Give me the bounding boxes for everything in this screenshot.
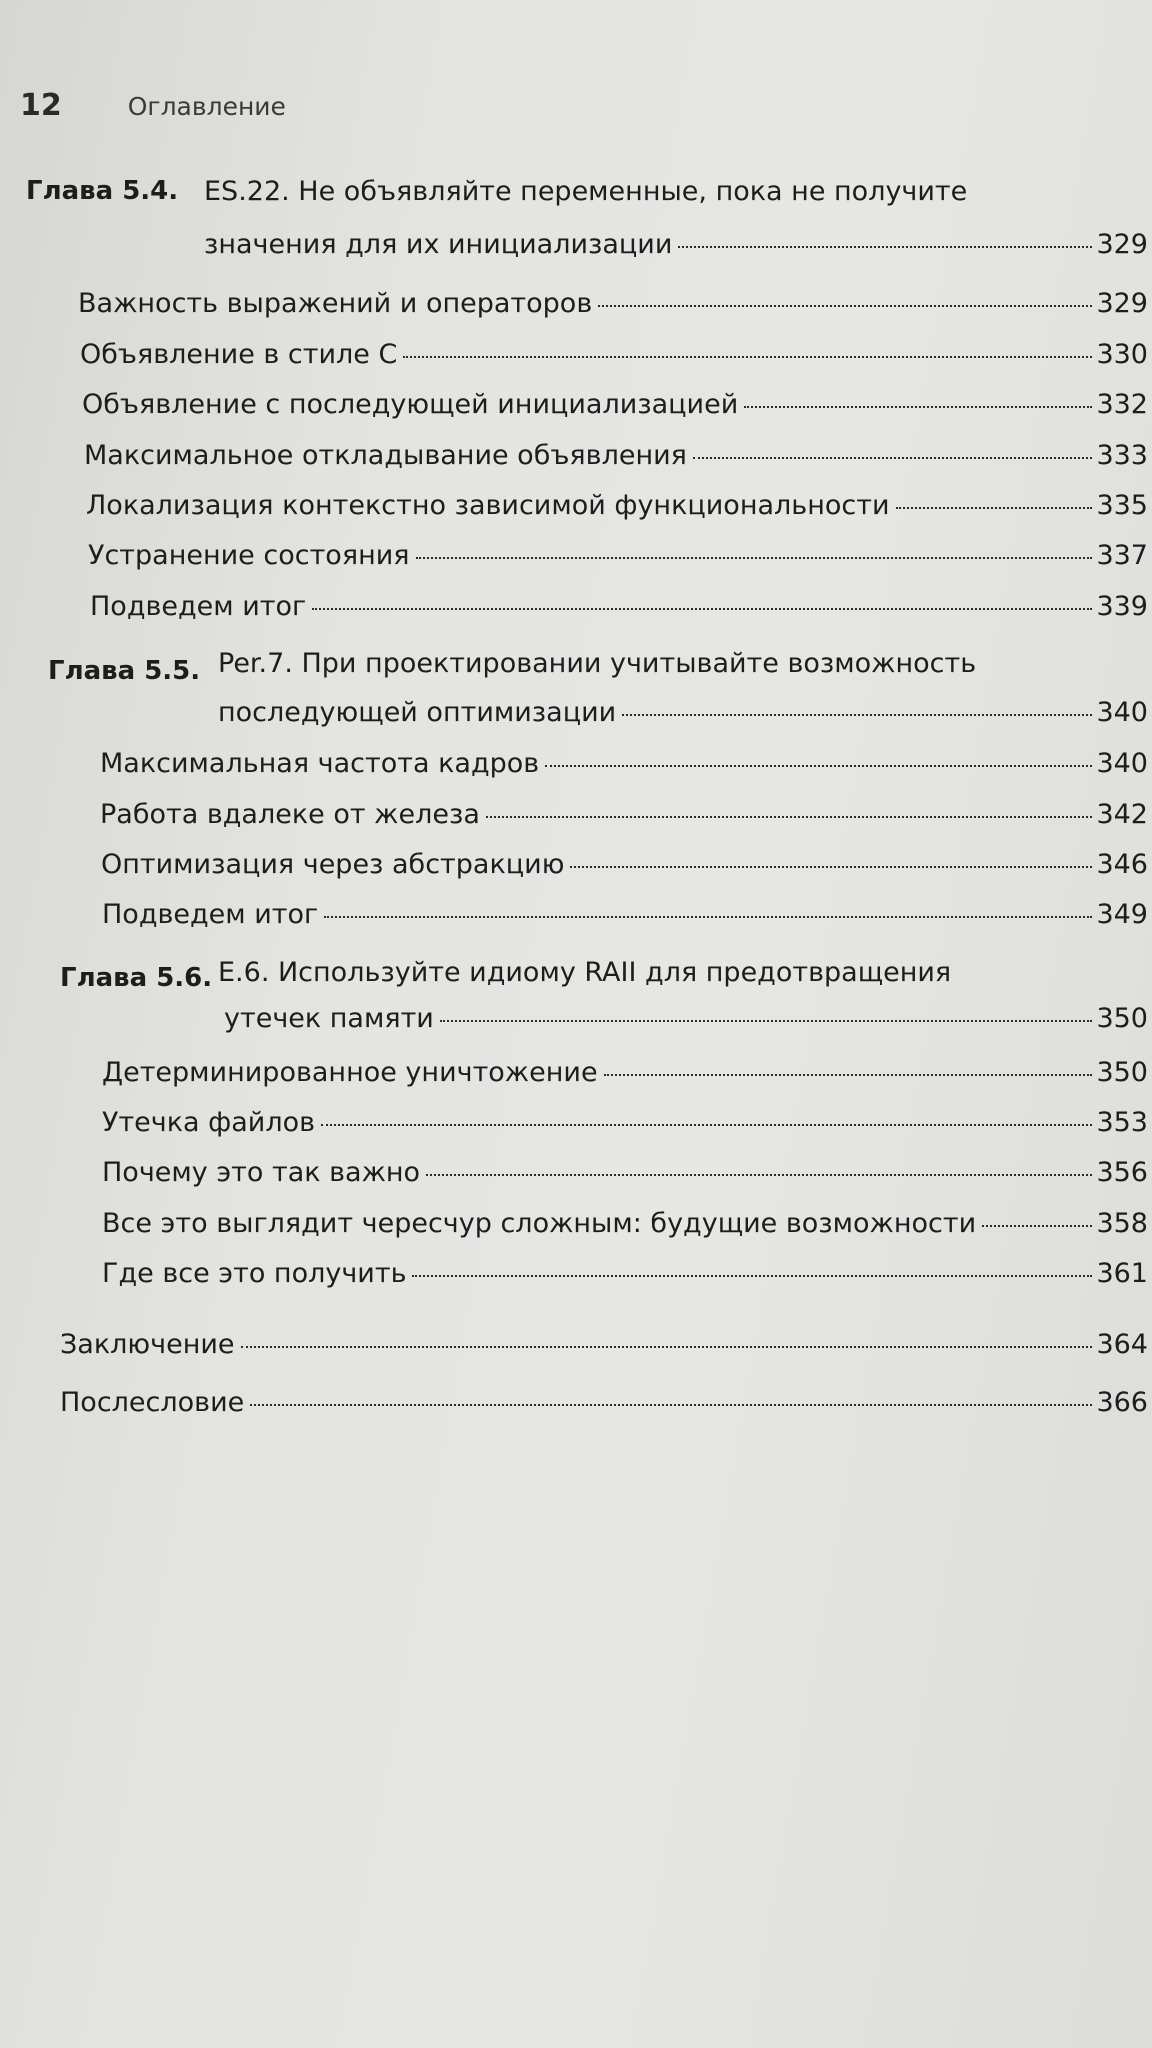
section-title: Объявление в стиле C — [80, 339, 398, 370]
toc-entry[interactable] — [78, 288, 1148, 319]
back-matter-title: Послесловие — [60, 1387, 245, 1418]
section-title: Оптимизация через абстракцию — [101, 849, 565, 880]
page-ref: 349 — [1096, 899, 1148, 930]
page-ref: 364 — [1096, 1329, 1148, 1360]
dot-leader — [403, 356, 1092, 358]
section-title: Все это выглядит чересчур сложным: будущие возможности — [102, 1208, 977, 1239]
toc-entry[interactable] — [82, 389, 1148, 420]
toc-entry[interactable] — [88, 540, 1148, 571]
section-title: Максимальная частота кадров — [100, 748, 540, 779]
dot-leader — [486, 816, 1093, 818]
page-header — [20, 88, 286, 123]
dot-leader — [598, 305, 1092, 307]
dot-leader — [570, 866, 1092, 868]
toc-entry[interactable] — [204, 229, 1148, 260]
page-ref: 361 — [1096, 1258, 1148, 1289]
page-ref: 353 — [1096, 1107, 1148, 1138]
page-ref: 329 — [1096, 288, 1148, 319]
toc-entry[interactable] — [101, 849, 1148, 880]
section-title: Максимальное откладывание объявления — [84, 440, 687, 471]
back-matter-title: Заключение — [60, 1329, 235, 1360]
page-ref: 329 — [1096, 229, 1148, 260]
chapter-title-cont: значения для их инициализации — [204, 229, 673, 260]
toc-entry[interactable] — [102, 1157, 1148, 1188]
dot-leader — [604, 1074, 1093, 1076]
section-title: Работа вдалеке от железа — [100, 799, 480, 830]
toc-entry[interactable] — [224, 1003, 1148, 1034]
page-ref: 337 — [1096, 540, 1148, 571]
page-ref: 330 — [1096, 339, 1148, 370]
section-title: Подведем итог — [90, 591, 307, 622]
page-ref: 340 — [1096, 748, 1148, 779]
dot-leader — [744, 406, 1092, 408]
section-title: Устранение состояния — [88, 540, 410, 571]
dot-leader — [982, 1225, 1092, 1227]
toc-entry[interactable] — [100, 748, 1148, 779]
chapter-label: Глава 5.4. — [26, 176, 179, 206]
dot-leader — [416, 557, 1093, 559]
page-ref: 350 — [1096, 1003, 1148, 1034]
section-title: Где все это получить — [102, 1258, 407, 1289]
page-ref: 346 — [1096, 849, 1148, 880]
toc-entry[interactable] — [86, 490, 1148, 521]
section-title: Утечка файлов — [102, 1107, 316, 1138]
page-ref: 339 — [1096, 591, 1148, 622]
page-ref: 356 — [1096, 1157, 1148, 1188]
section-title: Подведем итог — [102, 899, 319, 930]
toc-entry[interactable] — [90, 591, 1148, 622]
page-ref: 333 — [1096, 440, 1148, 471]
dot-leader — [693, 457, 1093, 459]
section-title: Важность выражений и операторов — [78, 288, 593, 319]
chapter-title: Per.7. При проектировании учитывайте возможность — [218, 648, 977, 679]
toc-entry[interactable] — [100, 799, 1148, 830]
toc-entry[interactable] — [60, 1387, 1148, 1418]
toc-entry[interactable] — [102, 1258, 1148, 1289]
toc-entry[interactable] — [102, 1057, 1148, 1088]
chapter-label: Глава 5.6. — [60, 963, 213, 993]
section-title: Локализация контекстно зависимой функциональности — [86, 490, 890, 521]
section-title: Объявление с последующей инициализацией — [82, 389, 739, 420]
chapter-label: Глава 5.5. — [48, 656, 201, 686]
dot-leader — [241, 1346, 1093, 1348]
dot-leader — [250, 1404, 1092, 1406]
dot-leader — [622, 714, 1092, 716]
dot-leader — [324, 916, 1092, 918]
dot-leader — [545, 765, 1092, 767]
page-ref: 340 — [1096, 697, 1148, 728]
toc-entry[interactable] — [102, 899, 1148, 930]
toc-entry[interactable] — [60, 1329, 1148, 1360]
dot-leader — [678, 246, 1092, 248]
chapter-title: E.6. Используйте идиому RAII для предотвращения — [218, 957, 952, 988]
dot-leader — [426, 1174, 1092, 1176]
page-ref: 366 — [1096, 1387, 1148, 1418]
chapter-title-cont: последующей оптимизации — [218, 697, 617, 728]
page-ref: 335 — [1096, 490, 1148, 521]
toc-entry[interactable] — [218, 697, 1148, 728]
dot-leader — [312, 608, 1092, 610]
page-number: 12 — [20, 88, 62, 123]
dot-leader — [896, 507, 1093, 509]
section-title: Детерминированное уничтожение — [102, 1057, 598, 1088]
chapter-title: ES.22. Не объявляйте переменные, пока не получите — [204, 176, 968, 207]
chapter-title-cont: утечек памяти — [224, 1003, 434, 1034]
dot-leader — [321, 1124, 1092, 1126]
page-ref: 342 — [1096, 799, 1148, 830]
page-ref: 350 — [1096, 1057, 1148, 1088]
running-head: Оглавление — [127, 92, 286, 121]
page-ref: 332 — [1096, 389, 1148, 420]
toc-entry[interactable] — [102, 1208, 1148, 1239]
toc-entry[interactable] — [80, 339, 1148, 370]
toc-entry[interactable] — [102, 1107, 1148, 1138]
dot-leader — [412, 1275, 1092, 1277]
page-ref: 358 — [1096, 1208, 1148, 1239]
dot-leader — [440, 1020, 1093, 1022]
toc-entry[interactable] — [84, 440, 1148, 471]
section-title: Почему это так важно — [102, 1157, 421, 1188]
